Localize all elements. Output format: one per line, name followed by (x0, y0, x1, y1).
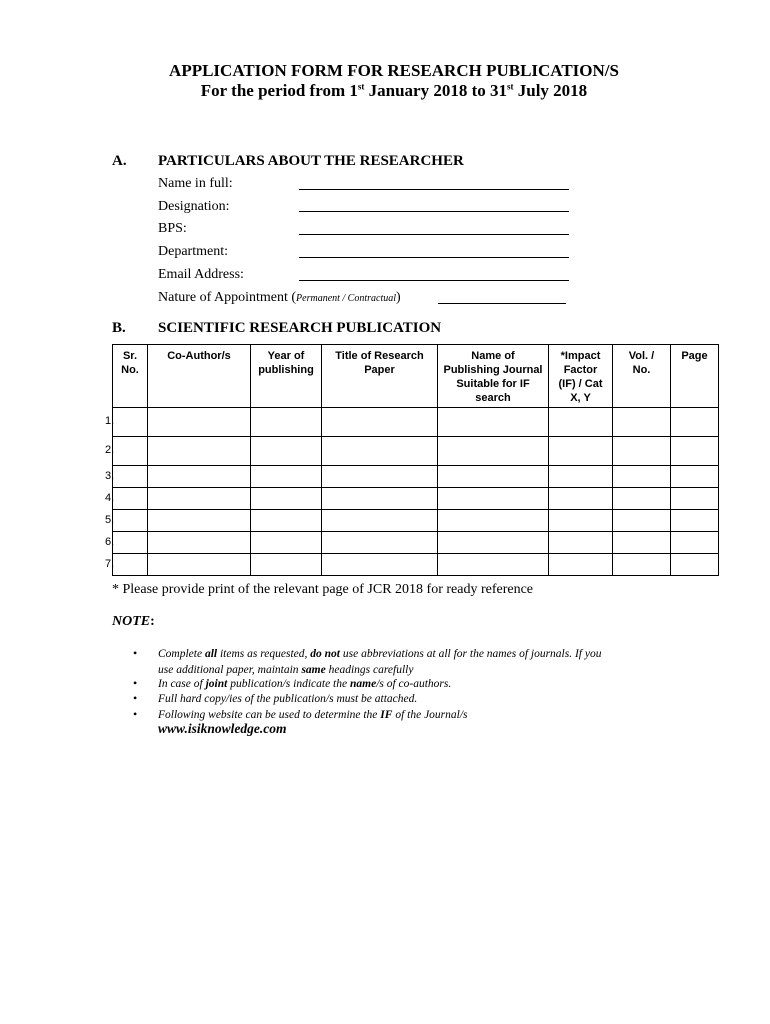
bullet-icon: • (133, 691, 138, 705)
table-cell[interactable] (148, 554, 251, 576)
name-field[interactable] (299, 189, 569, 190)
table-cell[interactable] (613, 437, 671, 466)
table-cell[interactable] (549, 488, 613, 510)
table-cell[interactable] (113, 488, 148, 510)
table-cell[interactable] (148, 437, 251, 466)
table-cell[interactable] (148, 532, 251, 554)
form-title: APPLICATION FORM FOR RESEARCH PUBLICATION/S (169, 61, 619, 80)
table-row (113, 488, 719, 510)
email-label: Email Address: (158, 267, 244, 282)
table-cell[interactable] (148, 466, 251, 488)
row-number: 2. (105, 444, 115, 456)
table-cell[interactable] (148, 510, 251, 532)
table-cell[interactable] (251, 554, 322, 576)
table-row (113, 554, 719, 576)
table-cell[interactable] (671, 532, 719, 554)
publication-table (112, 344, 719, 576)
designation-field[interactable] (299, 211, 569, 212)
table-cell[interactable] (251, 437, 322, 466)
table-cell[interactable] (438, 408, 549, 437)
col-header-title: Title of Research Paper (322, 345, 438, 408)
table-cell[interactable] (613, 408, 671, 437)
appointment-label: Nature of Appointment (Permanent / Contractual) (158, 290, 401, 305)
bullet-icon: • (133, 707, 138, 721)
table-cell[interactable] (671, 466, 719, 488)
table-cell[interactable] (148, 488, 251, 510)
note-item-2: In case of joint publication/s indicate the name/s of co-authors. (158, 678, 452, 690)
table-cell[interactable] (113, 437, 148, 466)
row-number: 6. (105, 536, 115, 548)
table-cell[interactable] (438, 488, 549, 510)
table-cell[interactable] (251, 408, 322, 437)
section-b-letter: B. (112, 320, 126, 336)
table-cell[interactable] (613, 554, 671, 576)
email-field[interactable] (299, 280, 569, 281)
table-cell[interactable] (322, 532, 438, 554)
period-subtitle: For the period from 1st January 2018 to 31st July 2018 (200, 81, 588, 100)
table-cell[interactable] (322, 466, 438, 488)
table-cell[interactable] (549, 466, 613, 488)
note-heading: NOTE: (112, 614, 155, 629)
table-cell[interactable] (113, 554, 148, 576)
name-label: Name in full: (158, 176, 233, 191)
table-row (113, 408, 719, 437)
table-cell[interactable] (671, 437, 719, 466)
note-item-4: Following website can be used to determine the IF of the Journal/s (158, 709, 468, 721)
designation-label: Designation: (158, 199, 230, 214)
section-a-letter: A. (112, 153, 127, 169)
table-cell[interactable] (671, 488, 719, 510)
section-a-title: PARTICULARS ABOUT THE RESEARCHER (158, 153, 464, 169)
table-row (113, 532, 719, 554)
table-cell[interactable] (113, 532, 148, 554)
table-cell[interactable] (613, 510, 671, 532)
table-cell[interactable] (549, 554, 613, 576)
table-row (113, 466, 719, 488)
department-label: Department: (158, 244, 228, 259)
table-cell[interactable] (438, 532, 549, 554)
table-cell[interactable] (322, 510, 438, 532)
table-cell[interactable] (113, 408, 148, 437)
table-cell[interactable] (438, 554, 549, 576)
table-cell[interactable] (113, 510, 148, 532)
note-item-3: Full hard copy/ies of the publication/s must be attached. (158, 693, 418, 705)
table-cell[interactable] (251, 488, 322, 510)
table-cell[interactable] (613, 466, 671, 488)
row-number: 5. (105, 514, 115, 526)
table-cell[interactable] (613, 488, 671, 510)
bps-field[interactable] (299, 234, 569, 235)
footnote: * Please provide print of the relevant page of JCR 2018 for ready reference (112, 582, 534, 597)
col-header-impact-factor: *Impact Factor (IF) / Cat X, Y (549, 345, 613, 408)
table-row (113, 437, 719, 466)
appointment-field[interactable] (438, 303, 566, 304)
table-cell[interactable] (322, 437, 438, 466)
note-item-1: Complete all items as requested, do not use abbreviations at all for the names of journals. If you use additional paper, maintain same headings carefully (158, 648, 602, 676)
row-number: 4. (105, 492, 115, 504)
table-cell[interactable] (322, 408, 438, 437)
col-header-vol-no: Vol. / No. (613, 345, 671, 408)
department-field[interactable] (299, 257, 569, 258)
col-header-year: Year of publishing (251, 345, 322, 408)
website-link[interactable]: www.isiknowledge.com (158, 721, 287, 736)
table-cell[interactable] (251, 466, 322, 488)
table-cell[interactable] (322, 554, 438, 576)
table-cell[interactable] (438, 510, 549, 532)
table-row (113, 510, 719, 532)
table-cell[interactable] (438, 466, 549, 488)
row-number: 7. (105, 558, 115, 570)
table-cell[interactable] (671, 408, 719, 437)
table-cell[interactable] (671, 554, 719, 576)
col-header-co-authors: Co-Author/s (148, 345, 251, 408)
col-header-page: Page (671, 345, 719, 408)
table-cell[interactable] (251, 510, 322, 532)
col-header-sr-no: Sr. No. (113, 345, 148, 408)
section-b-title: SCIENTIFIC RESEARCH PUBLICATION (158, 320, 442, 336)
table-cell[interactable] (251, 532, 322, 554)
table-cell[interactable] (549, 437, 613, 466)
row-number: 1. (105, 415, 115, 427)
table-header-row (113, 345, 719, 408)
table-cell[interactable] (322, 488, 438, 510)
row-number: 3. (105, 470, 115, 482)
table-cell[interactable] (148, 408, 251, 437)
table-cell[interactable] (549, 510, 613, 532)
table-cell[interactable] (671, 510, 719, 532)
col-header-journal: Name of Publishing Journal Suitable for IF search (438, 345, 549, 408)
table-cell[interactable] (549, 532, 613, 554)
table-cell[interactable] (613, 532, 671, 554)
bps-label: BPS: (158, 221, 187, 236)
table-cell[interactable] (113, 466, 148, 488)
bullet-icon: • (133, 646, 138, 660)
table-cell[interactable] (549, 408, 613, 437)
bullet-icon: • (133, 676, 138, 690)
table-cell[interactable] (438, 437, 549, 466)
